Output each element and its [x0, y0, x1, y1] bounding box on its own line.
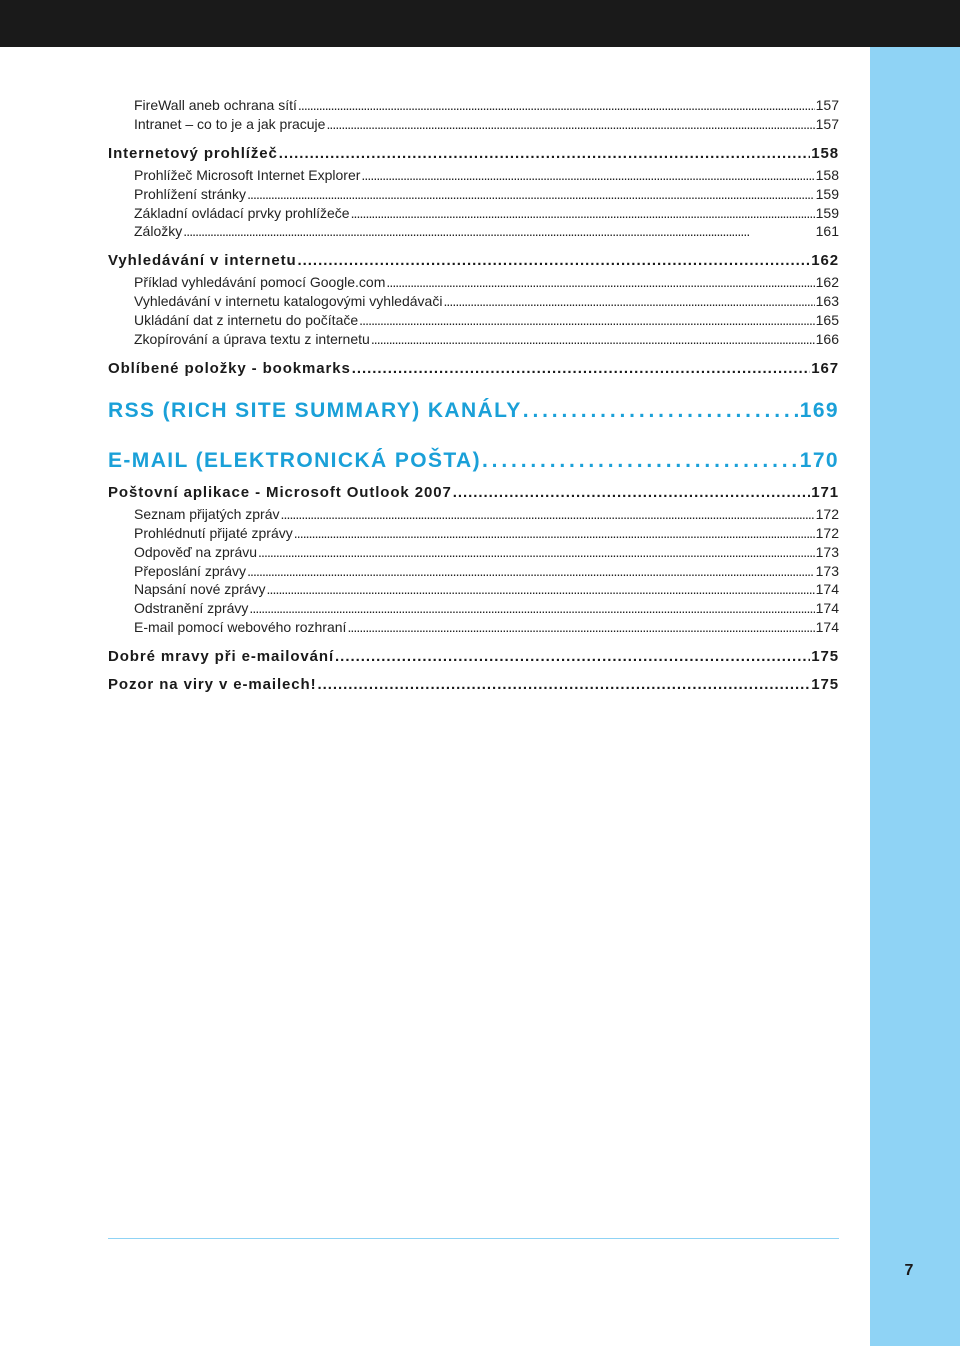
toc-entry-page: 161 — [815, 223, 839, 240]
toc-entry-page: 162 — [815, 274, 839, 291]
top-bar — [0, 0, 960, 47]
toc-entry-title: Napsání nové zprávy — [134, 581, 266, 598]
toc-entry-title: FireWall aneb ochrana sítí — [134, 97, 297, 113]
toc-entry-title: Příklad vyhledávání pomocí Google.com — [134, 274, 386, 291]
toc-entry-title: Prohlížeč Microsoft Internet Explorer — [134, 166, 361, 183]
toc-section-title: Poštovní aplikace - Microsoft Outlook 2007 — [108, 483, 452, 501]
toc-section-title: Vyhledávání v internetu — [108, 252, 297, 270]
toc-section-title: Pozor na viry v e-mailech! — [108, 676, 317, 694]
dot-leader — [347, 618, 814, 637]
toc-entry-title: Seznam přijatých zpráv — [134, 505, 280, 522]
toc-section-page: 162 — [811, 252, 839, 270]
toc-entry[interactable] — [108, 580, 839, 599]
toc-entry[interactable] — [108, 115, 839, 134]
toc-entry-title: Prohlédnutí přijaté zprávy — [134, 524, 293, 541]
toc-entry-title: Odstranění zprávy — [134, 600, 249, 617]
toc-entry-page: 157 — [815, 115, 839, 132]
dot-leader — [335, 645, 810, 669]
toc-chapter-title: E-MAIL (ELEKTRONICKÁ POŠTA) — [108, 448, 482, 472]
toc-entry[interactable] — [108, 204, 839, 223]
dot-leader — [359, 311, 814, 330]
dot-leader — [258, 543, 815, 562]
toc-chapter-title: RSS (RICH SITE SUMMARY) KANÁLY — [108, 398, 522, 422]
toc-entry-page: 172 — [815, 524, 839, 541]
dot-leader — [183, 222, 814, 241]
toc-entry[interactable] — [108, 599, 839, 618]
toc-entry[interactable] — [108, 166, 839, 185]
toc-entry[interactable] — [108, 330, 839, 349]
toc-entry[interactable] — [108, 505, 839, 524]
toc-chapter-page: 170 — [799, 448, 839, 472]
toc-entry[interactable] — [108, 543, 839, 562]
toc-section-page: 175 — [811, 676, 839, 694]
dot-leader — [281, 505, 815, 524]
toc-entry[interactable] — [108, 273, 839, 292]
toc-entry-page: 166 — [815, 331, 839, 348]
toc-entry[interactable] — [108, 185, 839, 204]
toc-entry-title: Vyhledávání v internetu katalogovými vyhledávači — [134, 293, 443, 310]
toc-entry-title: E-mail pomocí webového rozhraní — [134, 619, 347, 636]
toc-entry-title: Prohlížení stránky — [134, 185, 247, 202]
toc-section-page: 175 — [811, 648, 839, 666]
toc-entry-title: Zkopírování a úprava textu z internetu — [134, 331, 370, 348]
toc-entry-page: 174 — [815, 600, 839, 617]
toc-entry-page: 163 — [815, 293, 839, 310]
toc-chapter-page: 169 — [799, 398, 839, 422]
toc-entry-title: Ukládání dat z internetu do počítače — [134, 312, 359, 329]
toc-section-page: 167 — [811, 359, 839, 377]
toc-section[interactable] — [108, 481, 839, 505]
toc-entry-page: 157 — [815, 97, 839, 113]
toc-entry-title: Intranet – co to je a jak pracuje — [134, 115, 326, 132]
dot-leader — [294, 524, 815, 543]
dot-leader — [523, 391, 799, 431]
table-of-contents — [108, 96, 839, 697]
toc-section[interactable] — [108, 142, 839, 166]
footer-rule — [108, 1238, 839, 1239]
toc-entry-page: 165 — [815, 312, 839, 329]
toc-entry-page: 172 — [815, 505, 839, 522]
toc-entry-page: 159 — [815, 204, 839, 221]
toc-entry-page: 173 — [815, 543, 839, 560]
dot-leader — [482, 441, 799, 481]
dot-leader — [443, 292, 814, 311]
dot-leader — [453, 481, 811, 505]
toc-chapter[interactable] — [108, 441, 839, 481]
dot-leader — [249, 599, 814, 618]
toc-entry-page: 159 — [815, 185, 839, 202]
side-strip — [870, 47, 960, 1346]
dot-leader — [267, 580, 815, 599]
dot-leader — [352, 357, 811, 381]
toc-entry[interactable] — [108, 562, 839, 581]
toc-section-title: Dobré mravy při e-mailování — [108, 648, 335, 666]
toc-section[interactable] — [108, 249, 839, 273]
toc-entry-title: Odpověď na zprávu — [134, 543, 258, 560]
dot-leader — [326, 115, 814, 134]
toc-chapter[interactable] — [108, 391, 839, 431]
toc-section[interactable] — [108, 645, 839, 669]
dot-leader — [298, 249, 811, 273]
toc-section-title: Internetový prohlížeč — [108, 144, 278, 162]
toc-entry[interactable] — [108, 292, 839, 311]
dot-leader — [351, 204, 815, 223]
dot-leader — [298, 96, 815, 115]
toc-entry[interactable] — [108, 96, 839, 115]
dot-leader — [279, 142, 811, 166]
toc-entry-page: 174 — [815, 619, 839, 636]
toc-entry[interactable] — [108, 311, 839, 330]
toc-section[interactable] — [108, 673, 839, 697]
toc-entry[interactable] — [108, 222, 839, 241]
toc-section-page: 158 — [811, 144, 839, 162]
toc-entry[interactable] — [108, 524, 839, 543]
toc-entry-page: 174 — [815, 581, 839, 598]
toc-entry-title: Záložky — [134, 223, 183, 240]
dot-leader — [386, 273, 814, 292]
toc-section-title: Oblíbené položky - bookmarks — [108, 359, 351, 377]
toc-entry-title: Základní ovládací prvky prohlížeče — [134, 204, 350, 221]
dot-leader — [247, 562, 815, 581]
dot-leader — [371, 330, 815, 349]
toc-entry-title: Přeposlání zprávy — [134, 562, 247, 579]
toc-section[interactable] — [108, 357, 839, 381]
toc-entry-page: 158 — [815, 166, 839, 183]
toc-entry-page: 173 — [815, 562, 839, 579]
page-number: 7 — [904, 1262, 914, 1279]
dot-leader — [361, 166, 814, 185]
dot-leader — [317, 673, 810, 697]
toc-entry[interactable] — [108, 618, 839, 637]
dot-leader — [247, 185, 815, 204]
toc-section-page: 171 — [811, 483, 839, 501]
